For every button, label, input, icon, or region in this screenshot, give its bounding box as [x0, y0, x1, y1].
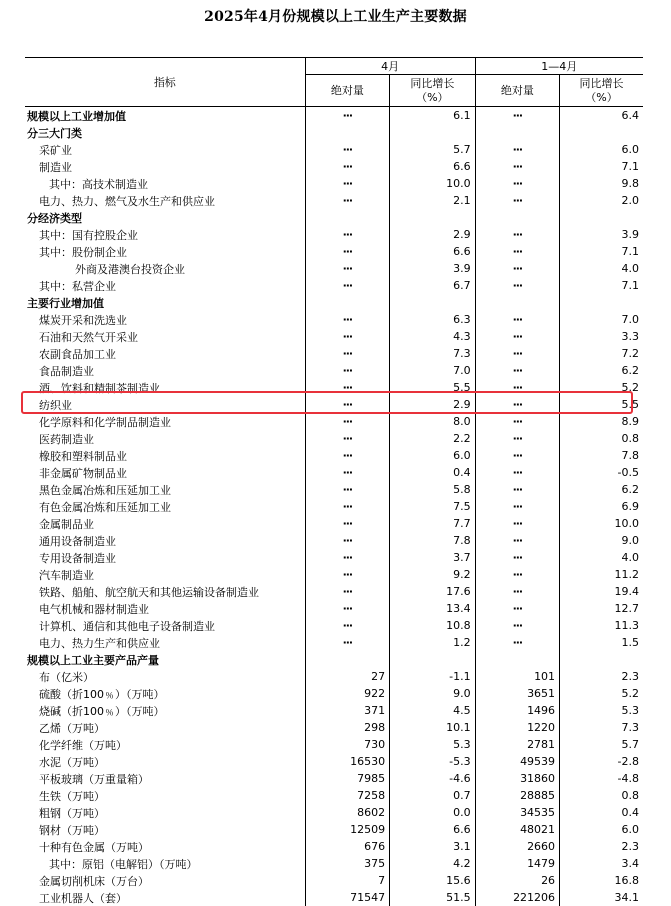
- april-yoy-growth: 3.1: [390, 838, 476, 855]
- jan-apr-absolute: 2660: [475, 838, 559, 855]
- row-label: 电力、热力、燃气及水生产和供应业: [25, 192, 305, 209]
- april-yoy-growth: 3.9: [390, 260, 476, 277]
- jan-apr-absolute: ···: [475, 226, 559, 243]
- april-absolute: ···: [305, 362, 389, 379]
- jan-apr-yoy-growth: 5.2: [560, 685, 643, 702]
- row-label: 铁路、船舶、航空航天和其他运输设备制造业: [25, 583, 305, 600]
- row-label: 计算机、通信和其他电子设备制造业: [25, 617, 305, 634]
- row-label: 金属制品业: [25, 515, 305, 532]
- april-absolute: ···: [305, 192, 389, 209]
- table-row: [25, 464, 643, 481]
- april-absolute: ···: [305, 175, 389, 192]
- april-absolute: 8602: [305, 804, 389, 821]
- jan-apr-absolute: ···: [475, 498, 559, 515]
- april-absolute: 375: [305, 855, 389, 872]
- april-absolute: ···: [305, 345, 389, 362]
- jan-apr-yoy-growth: [560, 651, 643, 668]
- jan-apr-yoy-growth: 0.4: [560, 804, 643, 821]
- april-absolute: ···: [305, 396, 389, 413]
- jan-apr-yoy-growth: -4.8: [560, 770, 643, 787]
- jan-apr-absolute: 1496: [475, 702, 559, 719]
- table-row: [25, 685, 643, 702]
- table-row: [25, 549, 643, 566]
- april-yoy-growth: 6.3: [390, 311, 476, 328]
- april-yoy-growth: 17.6: [390, 583, 476, 600]
- jan-apr-yoy-growth: 10.0: [560, 515, 643, 532]
- jan-apr-absolute: ···: [475, 175, 559, 192]
- april-yoy-growth: 2.9: [390, 226, 476, 243]
- industrial-production-table: [25, 57, 643, 906]
- table-row: [25, 260, 643, 277]
- jan-apr-yoy-growth: 2.3: [560, 668, 643, 685]
- april-absolute: [305, 651, 389, 668]
- april-absolute: ···: [305, 260, 389, 277]
- table-row: [25, 889, 643, 906]
- jan-apr-yoy-growth: 9.8: [560, 175, 643, 192]
- jan-apr-yoy-growth: 6.2: [560, 362, 643, 379]
- table-row: [25, 413, 643, 430]
- jan-apr-yoy-growth: 12.7: [560, 600, 643, 617]
- row-label: 规模以上工业主要产品产量: [25, 651, 305, 668]
- jan-apr-absolute: ···: [475, 396, 559, 413]
- jan-apr-yoy-growth: 3.9: [560, 226, 643, 243]
- header-indicator: 指标: [25, 58, 305, 107]
- april-absolute: ···: [305, 583, 389, 600]
- jan-apr-yoy-growth: 6.4: [560, 107, 643, 125]
- table-row: [25, 277, 643, 294]
- jan-apr-absolute: [475, 124, 559, 141]
- row-label: 其中：高技术制造业: [25, 175, 305, 192]
- table-row: [25, 226, 643, 243]
- april-yoy-growth: 0.7: [390, 787, 476, 804]
- row-label: 黑色金属冶炼和压延加工业: [25, 481, 305, 498]
- table-row: [25, 838, 643, 855]
- april-absolute: 7: [305, 872, 389, 889]
- jan-apr-yoy-growth: 7.0: [560, 311, 643, 328]
- header-yoy-april: [390, 75, 476, 107]
- jan-apr-yoy-growth: [560, 294, 643, 311]
- april-yoy-growth: 5.8: [390, 481, 476, 498]
- jan-apr-yoy-growth: 19.4: [560, 583, 643, 600]
- jan-apr-yoy-growth: 3.4: [560, 855, 643, 872]
- april-absolute: 922: [305, 685, 389, 702]
- table-row: [25, 192, 643, 209]
- jan-apr-absolute: ···: [475, 345, 559, 362]
- april-yoy-growth: 9.0: [390, 685, 476, 702]
- jan-apr-yoy-growth: -0.5: [560, 464, 643, 481]
- jan-apr-absolute: ···: [475, 447, 559, 464]
- april-absolute: ···: [305, 311, 389, 328]
- jan-apr-yoy-growth: 6.0: [560, 141, 643, 158]
- header-abs-jan-apr: 绝对量: [475, 75, 559, 107]
- april-yoy-growth: 6.0: [390, 447, 476, 464]
- table-row: [25, 719, 643, 736]
- row-label: 乙烯（万吨）: [25, 719, 305, 736]
- row-label: 金属切削机床（万台）: [25, 872, 305, 889]
- april-yoy-growth: 2.2: [390, 430, 476, 447]
- row-label: 采矿业: [25, 141, 305, 158]
- april-yoy-growth: 4.2: [390, 855, 476, 872]
- april-absolute: 730: [305, 736, 389, 753]
- table-row: [25, 430, 643, 447]
- april-yoy-growth: [390, 294, 476, 311]
- row-label: 其中：股份制企业: [25, 243, 305, 260]
- table-row: [25, 362, 643, 379]
- jan-apr-absolute: ···: [475, 430, 559, 447]
- april-yoy-growth: 51.5: [390, 889, 476, 906]
- jan-apr-yoy-growth: 7.1: [560, 277, 643, 294]
- april-yoy-growth: 0.0: [390, 804, 476, 821]
- jan-apr-absolute: [475, 209, 559, 226]
- row-label: 制造业: [25, 158, 305, 175]
- header-yoy-jan-apr-text: 同比增长（%）: [580, 77, 624, 105]
- jan-apr-absolute: ···: [475, 464, 559, 481]
- april-yoy-growth: 7.8: [390, 532, 476, 549]
- jan-apr-absolute: ···: [475, 481, 559, 498]
- april-yoy-growth: 5.3: [390, 736, 476, 753]
- april-absolute: ···: [305, 243, 389, 260]
- section-header-row: [25, 209, 643, 226]
- april-absolute: 71547: [305, 889, 389, 906]
- april-yoy-growth: 10.0: [390, 175, 476, 192]
- april-yoy-growth: 0.4: [390, 464, 476, 481]
- jan-apr-yoy-growth: 4.0: [560, 549, 643, 566]
- section-header-row: [25, 107, 643, 125]
- jan-apr-yoy-growth: [560, 124, 643, 141]
- april-absolute: ···: [305, 549, 389, 566]
- april-yoy-growth: 7.0: [390, 362, 476, 379]
- jan-apr-absolute: ···: [475, 277, 559, 294]
- row-label: 布（亿米）: [25, 668, 305, 685]
- jan-apr-yoy-growth: 34.1: [560, 889, 643, 906]
- table-row: [25, 311, 643, 328]
- row-label: 专用设备制造业: [25, 549, 305, 566]
- april-yoy-growth: [390, 209, 476, 226]
- april-absolute: ···: [305, 447, 389, 464]
- row-label: 其中：原铝（电解铝）（万吨）: [25, 855, 305, 872]
- april-yoy-growth: 7.3: [390, 345, 476, 362]
- april-absolute: ···: [305, 141, 389, 158]
- april-absolute: ···: [305, 107, 389, 125]
- table-row: [25, 345, 643, 362]
- row-label: 工业机器人（套）: [25, 889, 305, 906]
- april-absolute: 371: [305, 702, 389, 719]
- jan-apr-yoy-growth: 2.0: [560, 192, 643, 209]
- jan-apr-yoy-growth: 5.3: [560, 702, 643, 719]
- table-row: [25, 634, 643, 651]
- table-row: [25, 141, 643, 158]
- jan-apr-absolute: ···: [475, 515, 559, 532]
- jan-apr-absolute: 1220: [475, 719, 559, 736]
- april-yoy-growth: 4.5: [390, 702, 476, 719]
- row-label: 其中：私营企业: [25, 277, 305, 294]
- april-absolute: ···: [305, 600, 389, 617]
- highlight-box-textile-row: [21, 391, 633, 414]
- jan-apr-absolute: ···: [475, 634, 559, 651]
- jan-apr-absolute: 101: [475, 668, 559, 685]
- table-body: [25, 107, 643, 906]
- table-row: [25, 175, 643, 192]
- jan-apr-yoy-growth: 5.2: [560, 379, 643, 396]
- jan-apr-absolute: ···: [475, 107, 559, 125]
- header-period-april: 4月: [305, 58, 475, 75]
- jan-apr-yoy-growth: 5.7: [560, 736, 643, 753]
- table-row: [25, 770, 643, 787]
- table-row: [25, 583, 643, 600]
- april-absolute: ···: [305, 498, 389, 515]
- row-label: 食品制造业: [25, 362, 305, 379]
- jan-apr-absolute: 1479: [475, 855, 559, 872]
- jan-apr-yoy-growth: 11.2: [560, 566, 643, 583]
- april-absolute: ···: [305, 515, 389, 532]
- april-yoy-growth: 2.1: [390, 192, 476, 209]
- jan-apr-absolute: ···: [475, 328, 559, 345]
- jan-apr-yoy-growth: 7.8: [560, 447, 643, 464]
- jan-apr-absolute: 48021: [475, 821, 559, 838]
- april-absolute: [305, 124, 389, 141]
- row-label: 有色金属冶炼和压延加工业: [25, 498, 305, 515]
- april-absolute: 676: [305, 838, 389, 855]
- april-absolute: [305, 294, 389, 311]
- table-row: [25, 566, 643, 583]
- table-row: [25, 328, 643, 345]
- page-title: 2025年4月份规模以上工业生产主要数据: [0, 6, 671, 26]
- row-label: 分三大门类: [25, 124, 305, 141]
- april-yoy-growth: 8.0: [390, 413, 476, 430]
- april-yoy-growth: 2.9: [390, 396, 476, 413]
- april-yoy-growth: -1.1: [390, 668, 476, 685]
- april-yoy-growth: 3.7: [390, 549, 476, 566]
- april-absolute: ···: [305, 481, 389, 498]
- row-label: 主要行业增加值: [25, 294, 305, 311]
- table-row: [25, 855, 643, 872]
- row-label: 医药制造业: [25, 430, 305, 447]
- april-yoy-growth: 5.5: [390, 379, 476, 396]
- table-row: [25, 821, 643, 838]
- table-row: [25, 804, 643, 821]
- row-label: 生铁（万吨）: [25, 787, 305, 804]
- row-label: 农副食品加工业: [25, 345, 305, 362]
- row-label: 橡胶和塑料制品业: [25, 447, 305, 464]
- april-absolute: 298: [305, 719, 389, 736]
- april-yoy-growth: 5.7: [390, 141, 476, 158]
- april-absolute: ···: [305, 413, 389, 430]
- jan-apr-yoy-growth: 7.2: [560, 345, 643, 362]
- jan-apr-absolute: 49539: [475, 753, 559, 770]
- row-label: 十种有色金属（万吨）: [25, 838, 305, 855]
- row-label: 粗钢（万吨）: [25, 804, 305, 821]
- april-yoy-growth: 9.2: [390, 566, 476, 583]
- jan-apr-absolute: 3651: [475, 685, 559, 702]
- april-absolute: ···: [305, 566, 389, 583]
- jan-apr-yoy-growth: 4.0: [560, 260, 643, 277]
- april-yoy-growth: -5.3: [390, 753, 476, 770]
- jan-apr-absolute: ···: [475, 413, 559, 430]
- april-absolute: ···: [305, 464, 389, 481]
- row-label: 分经济类型: [25, 209, 305, 226]
- section-header-row: [25, 294, 643, 311]
- jan-apr-absolute: ···: [475, 158, 559, 175]
- table-row: [25, 158, 643, 175]
- jan-apr-yoy-growth: 9.0: [560, 532, 643, 549]
- april-absolute: 12509: [305, 821, 389, 838]
- jan-apr-yoy-growth: 8.9: [560, 413, 643, 430]
- row-label: 石油和天然气开采业: [25, 328, 305, 345]
- table-row: [25, 787, 643, 804]
- april-yoy-growth: 1.2: [390, 634, 476, 651]
- april-yoy-growth: [390, 651, 476, 668]
- table-row: [25, 753, 643, 770]
- row-label: 电气机械和器材制造业: [25, 600, 305, 617]
- jan-apr-absolute: 34535: [475, 804, 559, 821]
- jan-apr-absolute: ···: [475, 566, 559, 583]
- jan-apr-absolute: ···: [475, 600, 559, 617]
- april-yoy-growth: 6.7: [390, 277, 476, 294]
- jan-apr-absolute: 31860: [475, 770, 559, 787]
- april-absolute: ···: [305, 430, 389, 447]
- jan-apr-absolute: ···: [475, 260, 559, 277]
- jan-apr-absolute: 26: [475, 872, 559, 889]
- table-row: [25, 702, 643, 719]
- april-absolute: ···: [305, 634, 389, 651]
- april-absolute: ···: [305, 328, 389, 345]
- jan-apr-absolute: ···: [475, 243, 559, 260]
- jan-apr-yoy-growth: 0.8: [560, 430, 643, 447]
- april-yoy-growth: 6.6: [390, 243, 476, 260]
- jan-apr-yoy-growth: 7.1: [560, 243, 643, 260]
- jan-apr-yoy-growth: 6.0: [560, 821, 643, 838]
- april-absolute: 7258: [305, 787, 389, 804]
- jan-apr-yoy-growth: 0.8: [560, 787, 643, 804]
- row-label: 纺织业: [25, 396, 305, 413]
- jan-apr-absolute: ···: [475, 141, 559, 158]
- table-row: [25, 447, 643, 464]
- jan-apr-yoy-growth: 16.8: [560, 872, 643, 889]
- row-label: 酒、饮料和精制茶制造业: [25, 379, 305, 396]
- row-label: 其中：国有控股企业: [25, 226, 305, 243]
- table-row: [25, 600, 643, 617]
- jan-apr-absolute: ···: [475, 532, 559, 549]
- row-label: 规模以上工业增加值: [25, 107, 305, 125]
- section-header-row: [25, 651, 643, 668]
- header-yoy-jan-apr: [560, 75, 643, 107]
- jan-apr-absolute: ···: [475, 617, 559, 634]
- april-yoy-growth: 7.7: [390, 515, 476, 532]
- section-header-row: [25, 124, 643, 141]
- header-abs-april: 绝对量: [305, 75, 389, 107]
- table-row: [25, 872, 643, 889]
- row-label: 化学纤维（万吨）: [25, 736, 305, 753]
- row-label: 汽车制造业: [25, 566, 305, 583]
- april-absolute: ···: [305, 158, 389, 175]
- april-yoy-growth: 7.5: [390, 498, 476, 515]
- april-yoy-growth: 15.6: [390, 872, 476, 889]
- row-label: 烧碱（折100﹪）（万吨）: [25, 702, 305, 719]
- april-yoy-growth: 13.4: [390, 600, 476, 617]
- april-absolute: 27: [305, 668, 389, 685]
- april-absolute: ···: [305, 532, 389, 549]
- jan-apr-absolute: 2781: [475, 736, 559, 753]
- april-yoy-growth: 6.1: [390, 107, 476, 125]
- april-yoy-growth: 10.8: [390, 617, 476, 634]
- jan-apr-yoy-growth: 2.3: [560, 838, 643, 855]
- jan-apr-yoy-growth: 11.3: [560, 617, 643, 634]
- table-row: [25, 515, 643, 532]
- jan-apr-yoy-growth: -2.8: [560, 753, 643, 770]
- jan-apr-absolute: ···: [475, 379, 559, 396]
- april-yoy-growth: -4.6: [390, 770, 476, 787]
- jan-apr-absolute: ···: [475, 311, 559, 328]
- april-yoy-growth: [390, 124, 476, 141]
- april-yoy-growth: 6.6: [390, 821, 476, 838]
- jan-apr-yoy-growth: 5.5: [560, 396, 643, 413]
- row-label: 非金属矿物制品业: [25, 464, 305, 481]
- jan-apr-absolute: [475, 294, 559, 311]
- jan-apr-absolute: ···: [475, 362, 559, 379]
- row-label: 钢材（万吨）: [25, 821, 305, 838]
- jan-apr-absolute: [475, 651, 559, 668]
- jan-apr-yoy-growth: 6.2: [560, 481, 643, 498]
- jan-apr-absolute: ···: [475, 583, 559, 600]
- row-label: 硫酸（折100﹪）（万吨）: [25, 685, 305, 702]
- row-label: 电力、热力生产和供应业: [25, 634, 305, 651]
- table-row: [25, 532, 643, 549]
- april-absolute: ···: [305, 617, 389, 634]
- row-label: 水泥（万吨）: [25, 753, 305, 770]
- jan-apr-yoy-growth: 3.3: [560, 328, 643, 345]
- april-absolute: [305, 209, 389, 226]
- april-absolute: 16530: [305, 753, 389, 770]
- jan-apr-absolute: 28885: [475, 787, 559, 804]
- april-absolute: ···: [305, 226, 389, 243]
- table-row: [25, 481, 643, 498]
- jan-apr-absolute: ···: [475, 192, 559, 209]
- table-row: [25, 498, 643, 515]
- april-yoy-growth: 4.3: [390, 328, 476, 345]
- header-period-jan-apr: 1—4月: [475, 58, 643, 75]
- row-label: 煤炭开采和洗选业: [25, 311, 305, 328]
- table-row: [25, 617, 643, 634]
- april-yoy-growth: 6.6: [390, 158, 476, 175]
- jan-apr-yoy-growth: 1.5: [560, 634, 643, 651]
- row-label: 化学原料和化学制品制造业: [25, 413, 305, 430]
- april-yoy-growth: 10.1: [390, 719, 476, 736]
- jan-apr-absolute: ···: [475, 549, 559, 566]
- row-label: 外商及港澳台投资企业: [25, 260, 305, 277]
- header-yoy-april-text: 同比增长（%）: [410, 77, 454, 105]
- april-absolute: ···: [305, 379, 389, 396]
- jan-apr-yoy-growth: [560, 209, 643, 226]
- jan-apr-yoy-growth: 6.9: [560, 498, 643, 515]
- april-absolute: 7985: [305, 770, 389, 787]
- jan-apr-yoy-growth: 7.3: [560, 719, 643, 736]
- april-absolute: ···: [305, 277, 389, 294]
- jan-apr-absolute: 221206: [475, 889, 559, 906]
- table-row: [25, 736, 643, 753]
- table-row: [25, 243, 643, 260]
- row-label: 通用设备制造业: [25, 532, 305, 549]
- row-label: 平板玻璃（万重量箱）: [25, 770, 305, 787]
- jan-apr-yoy-growth: 7.1: [560, 158, 643, 175]
- table-row: [25, 668, 643, 685]
